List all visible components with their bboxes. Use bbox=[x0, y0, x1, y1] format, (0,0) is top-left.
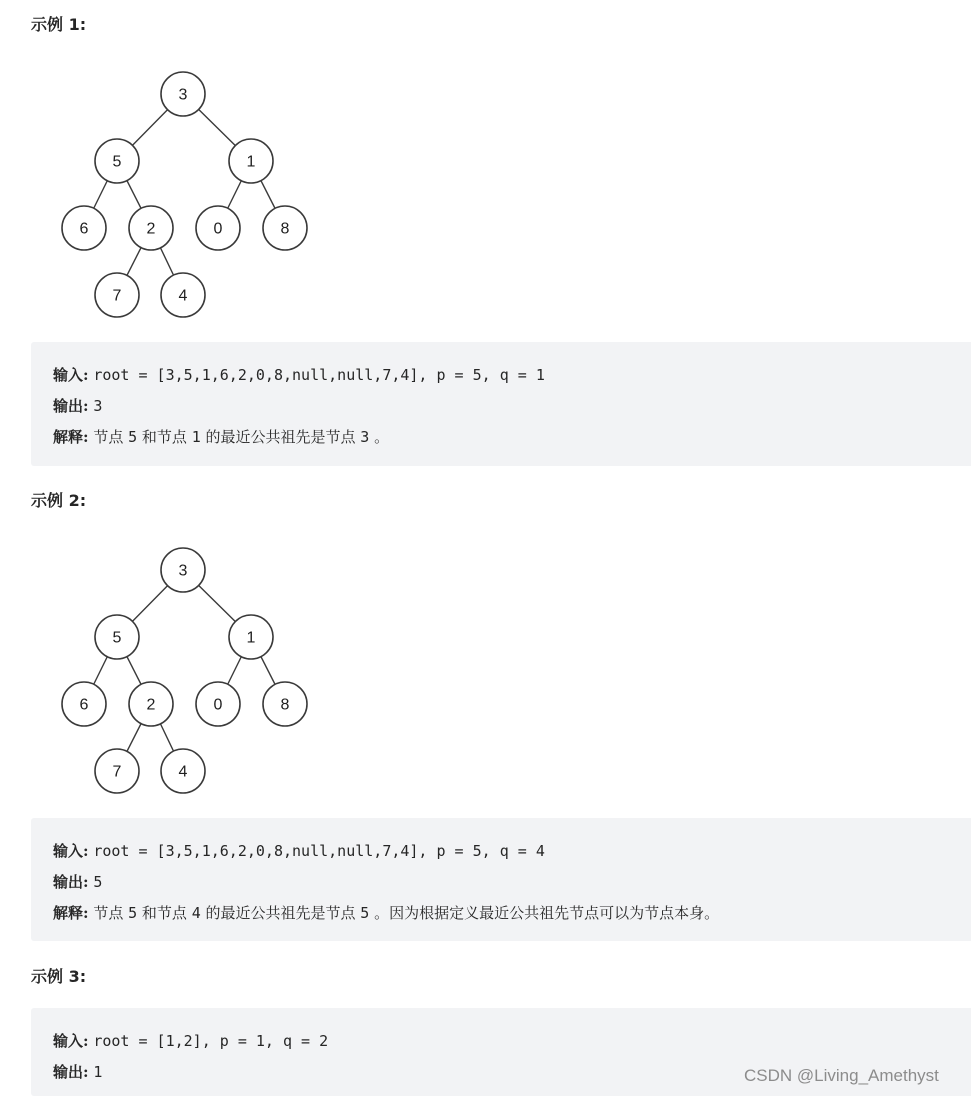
tree-node bbox=[129, 206, 173, 250]
output-value: 1 bbox=[93, 1063, 103, 1081]
input-line bbox=[53, 360, 971, 391]
output-label: 输出: bbox=[53, 397, 89, 415]
example-2-heading: 示例 2: bbox=[31, 491, 87, 510]
tree-node bbox=[161, 749, 205, 793]
explanation-text: 。 bbox=[369, 428, 390, 446]
tree-node bbox=[263, 682, 307, 726]
tree-node bbox=[229, 615, 273, 659]
svg-text:8: 8 bbox=[280, 220, 290, 238]
explanation-text: 节点 bbox=[93, 428, 129, 446]
output-value: 3 bbox=[93, 397, 103, 415]
svg-text:0: 0 bbox=[213, 220, 223, 238]
explanation-text: 和节点 bbox=[137, 428, 192, 446]
tree-node bbox=[161, 72, 205, 116]
tree-edges bbox=[84, 570, 285, 771]
input-label: 输入: bbox=[53, 842, 89, 860]
svg-text:5: 5 bbox=[112, 629, 122, 647]
svg-text:1: 1 bbox=[246, 629, 256, 647]
output-line bbox=[53, 391, 971, 422]
svg-text:3: 3 bbox=[178, 86, 188, 104]
svg-text:8: 8 bbox=[280, 696, 290, 714]
explanation-label: 解释: bbox=[53, 428, 89, 446]
tree-node bbox=[62, 682, 106, 726]
example-1-heading: 示例 1: bbox=[31, 15, 87, 34]
explanation-text: 的最近公共祖先是节点 bbox=[200, 428, 361, 446]
tree-node bbox=[161, 548, 205, 592]
explanation-text: 节点 bbox=[93, 904, 129, 922]
tree-node bbox=[95, 615, 139, 659]
tree-node bbox=[95, 749, 139, 793]
explanation-label: 解释: bbox=[53, 904, 89, 922]
svg-text:6: 6 bbox=[79, 696, 89, 714]
explanation-code: 4 bbox=[191, 904, 201, 922]
svg-text:7: 7 bbox=[112, 763, 122, 781]
output-value: 5 bbox=[93, 873, 103, 891]
output-label: 输出: bbox=[53, 873, 89, 891]
example-2-tree-diagram bbox=[58, 544, 313, 802]
example-2-code-block bbox=[31, 818, 971, 941]
input-value: root = [1,2], p = 1, q = 2 bbox=[93, 1032, 329, 1050]
output-label: 输出: bbox=[53, 1063, 89, 1081]
svg-text:1: 1 bbox=[246, 153, 256, 171]
tree-node bbox=[161, 273, 205, 317]
svg-text:6: 6 bbox=[79, 220, 89, 238]
svg-text:4: 4 bbox=[178, 287, 188, 305]
svg-text:3: 3 bbox=[178, 562, 188, 580]
tree-node bbox=[196, 206, 240, 250]
tree-node bbox=[229, 139, 273, 183]
explanation-code: 5 bbox=[128, 428, 138, 446]
svg-text:2: 2 bbox=[146, 696, 156, 714]
explanation-text: 的最近公共祖先是节点 bbox=[200, 904, 361, 922]
input-line bbox=[53, 1026, 971, 1057]
explanation-code: 5 bbox=[128, 904, 138, 922]
tree-node bbox=[129, 682, 173, 726]
input-label: 输入: bbox=[53, 366, 89, 384]
svg-text:0: 0 bbox=[213, 696, 223, 714]
svg-text:2: 2 bbox=[146, 220, 156, 238]
output-line bbox=[53, 867, 971, 898]
explanation-text: 。因为根据定义最近公共祖先节点可以为节点本身。 bbox=[369, 904, 720, 922]
tree-node bbox=[263, 206, 307, 250]
svg-text:7: 7 bbox=[112, 287, 122, 305]
svg-text:5: 5 bbox=[112, 153, 122, 171]
input-label: 输入: bbox=[53, 1032, 89, 1050]
explanation-code: 5 bbox=[360, 904, 370, 922]
input-value: root = [3,5,1,6,2,0,8,null,null,7,4], p = 5, q = 1 bbox=[93, 366, 545, 384]
example-1-tree-diagram bbox=[58, 68, 313, 326]
example-1-code-block bbox=[31, 342, 971, 466]
csdn-watermark: CSDN @Living_Amethyst bbox=[744, 1066, 939, 1085]
tree-node bbox=[95, 273, 139, 317]
example-3-heading: 示例 3: bbox=[31, 967, 87, 986]
explanation-code: 1 bbox=[191, 428, 201, 446]
tree-node bbox=[196, 682, 240, 726]
explanation-line bbox=[53, 898, 971, 929]
input-value: root = [3,5,1,6,2,0,8,null,null,7,4], p = 5, q = 4 bbox=[93, 842, 545, 860]
svg-text:4: 4 bbox=[178, 763, 188, 781]
input-line bbox=[53, 836, 971, 867]
tree-node bbox=[62, 206, 106, 250]
tree-edges bbox=[84, 94, 285, 295]
tree-node bbox=[95, 139, 139, 183]
explanation-line bbox=[53, 422, 971, 453]
explanation-text: 和节点 bbox=[137, 904, 192, 922]
explanation-code: 3 bbox=[360, 428, 370, 446]
